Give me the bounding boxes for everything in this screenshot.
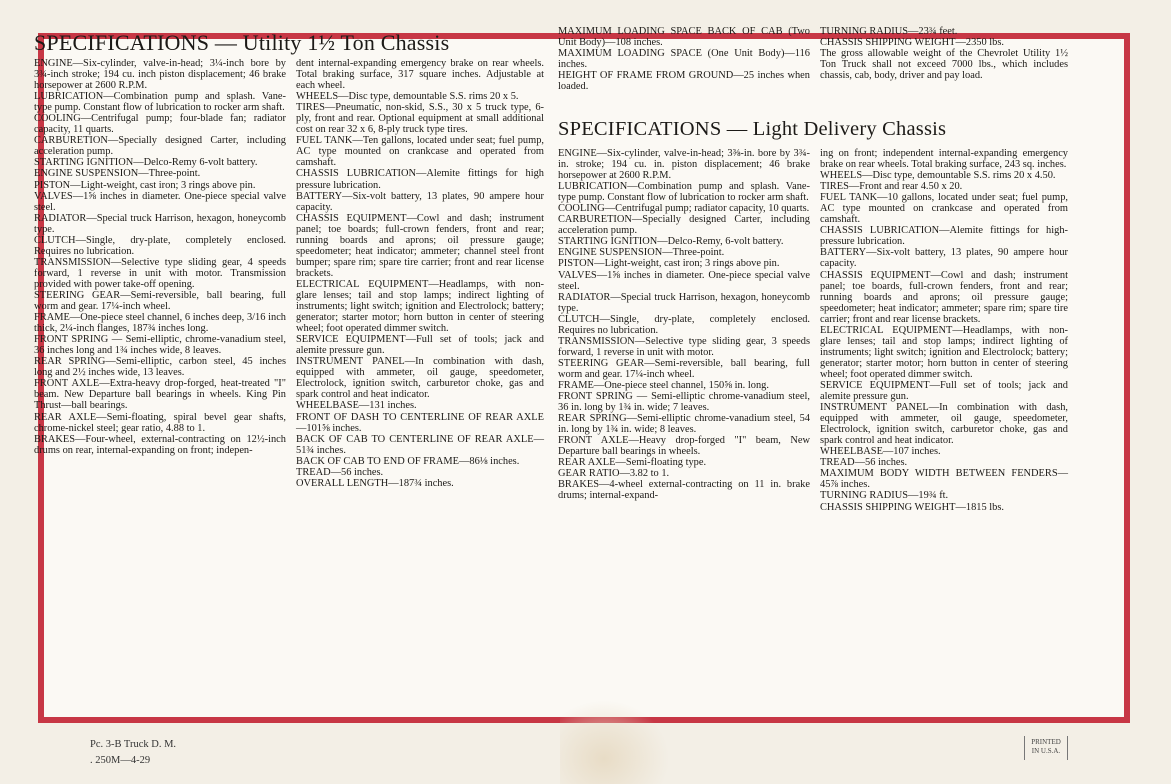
utility-col2-spec-item: FRONT OF DASH TO CENTERLINE OF REAR AXLE—101⅝ inches. [296,411,544,434]
utility-col4-spec-item: The gross allowable weight of the Chevrolet Utility 1½ Ton Truck shall not exceed 7000 lbs., which includes chassis, cab, body, driver and pay load. [820,48,1068,82]
utility-col2-spec-item: WHEELBASE—131 inches. [296,400,417,412]
utility-col2-spec-item: BACK OF CAB TO END OF FRAME—86⅛ inches. [296,455,520,467]
utility-col2-spec-item: CHASSIS EQUIPMENT—Cowl and dash; instrument panel; toe boards; full-crown fenders, front and rear; running boards and aprons; oil pressure gauge; speedometer; heat indicator; ammeter; channel steel front bumper; spare rim; spare tire carrier; front and rear license brackets. [296,212,544,279]
delivery-col2-spec-item: ing on front; independent internal-expanding emergency brake on rear wheels. Total braking surface, 243 sq. inches. [820,148,1068,171]
utility-col1-spec-item: FRONT AXLE—Extra-heavy drop-forged, heat-treated "I" beam. New Departure ball bearings in wheels. King Pin Thrust—ball bearings. [34,378,286,412]
utility-col2-spec-item: CHASSIS LUBRICATION—Alemite fittings for high pressure lubrication. [296,168,544,191]
print-code-line-1: Pc. 3-B Truck D. M. [90,739,177,750]
printed-in-usa-mark [1024,736,1068,760]
utility-col2-spec-item: WHEELS—Disc type, demountable S.S. rims 20 x 5. [296,91,519,103]
utility-col1-spec-item: REAR AXLE—Semi-floating, spiral bevel gear shafts, chrome-nickel steel; gear ratio, 4.88 to 1. [34,411,286,434]
utility-column-4 [820,26,1068,81]
printed-label: PRINTED [1031,738,1061,746]
utility-col3-spec-item: MAXIMUM LOADING SPACE BACK OF CAB (Two Unit Body)—108 inches. [558,26,810,49]
delivery-col1-spec-item: FRONT SPRING — Semi-elliptic chrome-vanadium steel, 36 in. long by 1¾ in. wide; 7 leaves. [558,391,810,414]
delivery-col2-spec-item: WHEELBASE—107 inches. [820,446,941,458]
utility-col1-spec-item: STARTING IGNITION—Delco-Remy 6-volt battery. [34,157,258,169]
utility-col1-spec-item: FRONT SPRING — Semi-elliptic, chrome-vanadium steel, 36 inches long and 1¾ inches wide, 8 leaves. [34,334,286,357]
delivery-col1-spec-item: STARTING IGNITION—Delco-Remy, 6-volt battery. [558,236,784,248]
delivery-col1-spec-item: REAR SPRING—Semi-elliptic chrome-vanadium steel, 54 in. long by 1¾ in. wide; 8 leaves. [558,413,810,436]
utility-chassis-title: SPECIFICATIONS — Utility 1½ Ton Chassis [34,30,450,55]
utility-col1-spec-item: VALVES—1⅝ inches in diameter. One-piece special valve steel. [34,190,286,213]
utility-column-3 [558,26,810,92]
utility-col1-spec-item: CARBURETION—Specially designed Carter, including acceleration pump. [34,135,286,158]
in-usa-label: IN U.S.A. [1031,747,1061,755]
utility-col2-spec-item: OVERALL LENGTH—187¾ inches. [296,477,454,489]
utility-column-2 [296,58,544,489]
delivery-col2-spec-item: TREAD—56 inches. [820,457,908,469]
utility-col2-spec-item: FUEL TANK—Ten gallons, located under seat; fuel pump, AC type mounted on crankcase and operated from camshaft. [296,135,544,169]
utility-col2-spec-item: INSTRUMENT PANEL—In combination with dash, equipped with ammeter, oil gauge, speedometer, Electrolock, ignition switch, carburetor choke, gas and spark control and heat indicator. [296,356,544,401]
utility-col1-spec-item: COOLING—Centrifugal pump; four-blade fan; radiator capacity, 11 quarts. [34,113,286,136]
utility-col2-spec-item: ELECTRICAL EQUIPMENT—Headlamps, with non-glare lenses; tail and stop lamps; indirect lighting of instruments; light switch; ignition and Electrolock; battery; generator; starter motor; horn button in center of steering wheel; foot operated dimmer switch. [296,278,544,335]
delivery-col1-spec-item: FRAME—One-piece steel channel, 150⅝ in. long. [558,379,769,391]
delivery-col1-spec-item: COOLING—Centrifugal pump; radiator capacity, 10 quarts. [558,203,810,215]
delivery-column-1 [558,148,810,502]
delivery-col1-spec-item: CLUTCH—Single, dry-plate, completely enclosed. Requires no lubrication. [558,313,810,336]
utility-col1-spec-item: ENGINE—Six-cylinder, valve-in-head; 3¼-inch bore by 3¾-inch stroke; 194 cu. inch piston displacement; 46 brake horsepower at 2600 R.P.M. [34,58,286,92]
delivery-col2-spec-item: SERVICE EQUIPMENT—Full set of tools; jack and alemite pressure gun. [820,379,1068,403]
utility-col1-spec-item: CLUTCH—Single, dry-plate, completely enclosed. Requires no lubrication. [34,234,286,257]
utility-col1-spec-item: REAR SPRING—Semi-elliptic, carbon steel, 45 inches long and 2½ inches wide, 13 leaves. [34,356,286,379]
delivery-col2-spec-item: MAXIMUM BODY WIDTH BETWEEN FENDERS—45⅞ inches. [820,468,1068,491]
utility-col3-spec-item: HEIGHT OF FRAME FROM GROUND—25 inches when loaded. [558,70,810,93]
utility-column-1 [34,58,286,456]
print-code [90,737,176,769]
utility-col1-spec-item: PISTON—Light-weight, cast iron; 3 rings above pin. [34,179,256,191]
delivery-col1-spec-item: ENGINE—Six-cylinder, valve-in-head; 3⅜-in. bore by 3¾-in. stroke; 194 cu. in. piston displacement; 46 brake horsepower at 2600 R.P.M. [558,148,810,182]
delivery-col2-spec-item: CHASSIS SHIPPING WEIGHT—1815 lbs. [820,501,1004,513]
delivery-col1-spec-item: ENGINE SUSPENSION—Three-point. [558,247,725,259]
utility-col1-spec-item: STEERING GEAR—Semi-reversible, ball bearing, full worm and gear. 17¼-inch wheel. [34,289,286,313]
utility-col1-spec-item: RADIATOR—Special truck Harrison, hexagon, honeycomb type. [34,212,286,235]
delivery-col2-spec-item: CHASSIS EQUIPMENT—Cowl and dash; instrument panel; toe boards, full-crown fenders, front and rear; running boards and aprons; oil pressure gauge; speedometer; heat indicator; ammeter; spare rim; spare tire carrier; front and rear license brackets. [820,269,1068,325]
delivery-col1-spec-item: TRANSMISSION—Selective type sliding gear, 3 speeds forward, 1 reverse in unit with motor. [558,335,810,358]
utility-col1-spec-item: LUBRICATION—Combination pump and splash. Vane-type pump. Constant flow of lubrication to rocker arm shaft. [34,91,286,114]
utility-col2-spec-item: BATTERY—Six-volt battery, 13 plates, 90 ampere hour capacity. [296,190,544,213]
utility-col1-spec-item: FRAME—One-piece steel channel, 6 inches deep, 3/16 inch thick, 2¼-inch flanges, 187¾ inches long. [34,312,286,335]
print-code-line-2: . 250M—4-29 [90,755,151,766]
delivery-col1-spec-item: REAR AXLE—Semi-floating type. [558,457,707,469]
delivery-col2-spec-item: TURNING RADIUS—19¾ ft. [820,490,949,502]
utility-col4-spec-item: TURNING RADIUS—23¾ feet. [820,26,958,37]
delivery-col2-spec-item: WHEELS—Disc type, demountable S.S. rims 20 x 4.50. [820,170,1056,182]
delivery-col1-spec-item: STEERING GEAR—Semi-reversible, ball bearing, full worm and gear. 17¼-inch wheel. [558,357,810,380]
delivery-col2-spec-item: ELECTRICAL EQUIPMENT—Headlamps, with non-glare lenses; tail and stop lamps; indirect lighting of instruments; light switch; ignition and Electrolock; battery; generator; starter motor; horn button in center of steering wheel; foot operated dimmer switch. [820,324,1068,380]
delivery-col1-spec-item: CARBURETION—Specially designed Carter, including acceleration pump. [558,214,810,237]
utility-col2-spec-item: dent internal-expanding emergency brake on rear wheels. Total braking surface, 317 square inches. Adjustable at each wheel. [296,58,544,92]
delivery-col2-spec-item: CHASSIS LUBRICATION—Alemite fittings for high-pressure lubrication. [820,225,1068,248]
utility-col2-spec-item: SERVICE EQUIPMENT—Full set of tools; jack and alemite pressure gun. [296,334,544,357]
delivery-col2-spec-item: FUEL TANK—10 gallons, located under seat; fuel pump, AC type mounted on crankcase and operated from camshaft. [820,192,1068,226]
delivery-col1-spec-item: GEAR RATIO—3.82 to 1. [558,468,670,480]
delivery-col1-spec-item: FRONT AXLE—Heavy drop-forged "I" beam, New Departure ball bearings in wheels. [558,435,810,458]
utility-col4-spec-item: CHASSIS SHIPPING WEIGHT—2350 lbs. [820,37,1004,49]
utility-col1-spec-item: TRANSMISSION—Selective type sliding gear, 4 speeds forward, 1 reverse in unit with motor. Transmission provided with power take-off opening. [34,256,286,290]
delivery-col2-spec-item: INSTRUMENT PANEL—In combination with dash, equipped with ammeter, oil gauge, speedometer, Electrolock, ignition switch, carburetor choke, gas and spark control and heat indicator. [820,402,1068,447]
utility-col1-spec-item: BRAKES—Four-wheel, external-contracting on 12½-inch drums on rear, internal-expanding on front; indepen- [34,433,286,456]
utility-col2-spec-item: TIRES—Pneumatic, non-skid, S.S., 30 x 5 truck type, 6-ply, front and rear. Optional equipment at small additional cost on rear 32 x 6, 8-ply truck type tires. [296,102,544,136]
utility-col2-spec-item: BACK OF CAB TO CENTERLINE OF REAR AXLE—51¾ inches. [296,433,544,456]
utility-col3-spec-item: MAXIMUM LOADING SPACE (One Unit Body)—116 inches. [558,48,810,71]
utility-col2-spec-item: TREAD—56 inches. [296,466,384,478]
delivery-col1-spec-item: PISTON—Light-weight, cast iron; 3 rings above pin. [558,258,780,270]
delivery-col1-spec-item: VALVES—1⅝ inches in diameter. One-piece special valve steel. [558,269,810,292]
delivery-col2-spec-item: BATTERY—Six-volt battery, 13 plates, 90 ampere hour capacity. [820,247,1068,270]
delivery-col1-spec-item: LUBRICATION—Combination pump and splash. Vane-type pump. Constant flow of lubrication to rocker arm shaft. [558,181,810,204]
delivery-col2-spec-item: TIRES—Front and rear 4.50 x 20. [820,181,963,193]
delivery-col1-spec-item: RADIATOR—Special truck Harrison, hexagon, honeycomb type. [558,291,810,314]
light-delivery-chassis-title: SPECIFICATIONS — Light Delivery Chassis [558,118,947,140]
delivery-col1-spec-item: BRAKES—4-wheel external-contracting on 11 in. brake drums; internal-expand- [558,479,810,502]
utility-col1-spec-item: ENGINE SUSPENSION—Three-point. [34,168,201,180]
delivery-column-2 [820,148,1068,513]
paper-stain [560,700,670,784]
